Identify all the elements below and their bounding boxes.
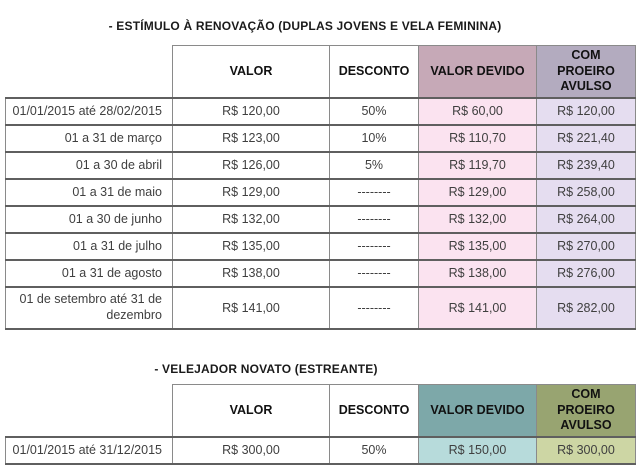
table-row bbox=[6, 98, 636, 125]
empty-corner-cell bbox=[6, 385, 173, 437]
com-proeiro-avulso-cell: R$ 258,00 bbox=[537, 179, 636, 206]
valor-cell: R$ 141,00 bbox=[173, 287, 330, 329]
com-proeiro-avulso-cell: R$ 239,40 bbox=[537, 152, 636, 179]
valor-devido-cell: R$ 110,70 bbox=[419, 125, 537, 152]
valor-devido-cell: R$ 150,00 bbox=[419, 437, 537, 464]
table-row bbox=[6, 206, 636, 233]
table-row bbox=[6, 125, 636, 152]
valor-devido-cell: R$ 129,00 bbox=[419, 179, 537, 206]
desconto-cell: -------- bbox=[330, 287, 419, 329]
table2-header-row bbox=[6, 385, 636, 437]
column-header-desconto: DESCONTO bbox=[330, 46, 419, 98]
table-row bbox=[6, 437, 636, 464]
period-cell: 01 a 31 de março bbox=[6, 125, 173, 152]
column-header-desconto: DESCONTO bbox=[330, 385, 419, 437]
table-row bbox=[6, 260, 636, 287]
valor-devido-cell: R$ 132,00 bbox=[419, 206, 537, 233]
desconto-cell: 5% bbox=[330, 152, 419, 179]
valor-cell: R$ 129,00 bbox=[173, 179, 330, 206]
period-cell: 01 a 31 de maio bbox=[6, 179, 173, 206]
table1-header-row bbox=[6, 46, 636, 98]
period-cell: 01/01/2015 até 28/02/2015 bbox=[6, 98, 173, 125]
table-row bbox=[6, 287, 636, 329]
period-cell: 01 de setembro até 31 de dezembro bbox=[6, 287, 173, 329]
table-row bbox=[6, 152, 636, 179]
period-cell: 01 a 30 de abril bbox=[6, 152, 173, 179]
com-proeiro-avulso-cell: R$ 276,00 bbox=[537, 260, 636, 287]
valor-devido-cell: R$ 141,00 bbox=[419, 287, 537, 329]
valor-cell: R$ 138,00 bbox=[173, 260, 330, 287]
com-proeiro-avulso-cell: R$ 300,00 bbox=[537, 437, 636, 464]
desconto-cell: -------- bbox=[330, 260, 419, 287]
table1-title: - ESTÍMULO À RENOVAÇÃO (DUPLAS JOVENS E VELA FEMININA) bbox=[108, 19, 502, 33]
period-cell: 01 a 30 de junho bbox=[6, 206, 173, 233]
valor-devido-cell: R$ 135,00 bbox=[419, 233, 537, 260]
period-cell: 01/01/2015 até 31/12/2015 bbox=[6, 437, 173, 464]
valor-cell: R$ 123,00 bbox=[173, 125, 330, 152]
desconto-cell: 50% bbox=[330, 98, 419, 125]
fee-table-novato bbox=[5, 384, 636, 465]
column-header-valor: VALOR bbox=[173, 46, 330, 98]
desconto-cell: -------- bbox=[330, 206, 419, 233]
column-header-valor-devido: VALOR DEVIDO bbox=[419, 46, 537, 98]
valor-devido-cell: R$ 60,00 bbox=[419, 98, 537, 125]
column-header-com-proeiro-avulso: COM PROEIRO AVULSO bbox=[537, 385, 636, 437]
com-proeiro-avulso-cell: R$ 282,00 bbox=[537, 287, 636, 329]
valor-cell: R$ 135,00 bbox=[173, 233, 330, 260]
table-row bbox=[6, 233, 636, 260]
valor-cell: R$ 132,00 bbox=[173, 206, 330, 233]
empty-corner-cell bbox=[6, 46, 173, 98]
period-cell: 01 a 31 de agosto bbox=[6, 260, 173, 287]
com-proeiro-avulso-cell: R$ 270,00 bbox=[537, 233, 636, 260]
column-header-valor-devido: VALOR DEVIDO bbox=[419, 385, 537, 437]
table-row bbox=[6, 179, 636, 206]
valor-cell: R$ 126,00 bbox=[173, 152, 330, 179]
desconto-cell: -------- bbox=[330, 179, 419, 206]
desconto-cell: -------- bbox=[330, 233, 419, 260]
table2-title: - VELEJADOR NOVATO (ESTREANTE) bbox=[154, 362, 378, 376]
com-proeiro-avulso-cell: R$ 221,40 bbox=[537, 125, 636, 152]
com-proeiro-avulso-cell: R$ 120,00 bbox=[537, 98, 636, 125]
valor-cell: R$ 300,00 bbox=[173, 437, 330, 464]
column-header-com-proeiro-avulso: COM PROEIRO AVULSO bbox=[537, 46, 636, 98]
period-cell: 01 a 31 de julho bbox=[6, 233, 173, 260]
column-header-valor: VALOR bbox=[173, 385, 330, 437]
valor-cell: R$ 120,00 bbox=[173, 98, 330, 125]
valor-devido-cell: R$ 119,70 bbox=[419, 152, 537, 179]
desconto-cell: 10% bbox=[330, 125, 419, 152]
com-proeiro-avulso-cell: R$ 264,00 bbox=[537, 206, 636, 233]
fee-table-renovacao bbox=[5, 45, 636, 330]
valor-devido-cell: R$ 138,00 bbox=[419, 260, 537, 287]
desconto-cell: 50% bbox=[330, 437, 419, 464]
